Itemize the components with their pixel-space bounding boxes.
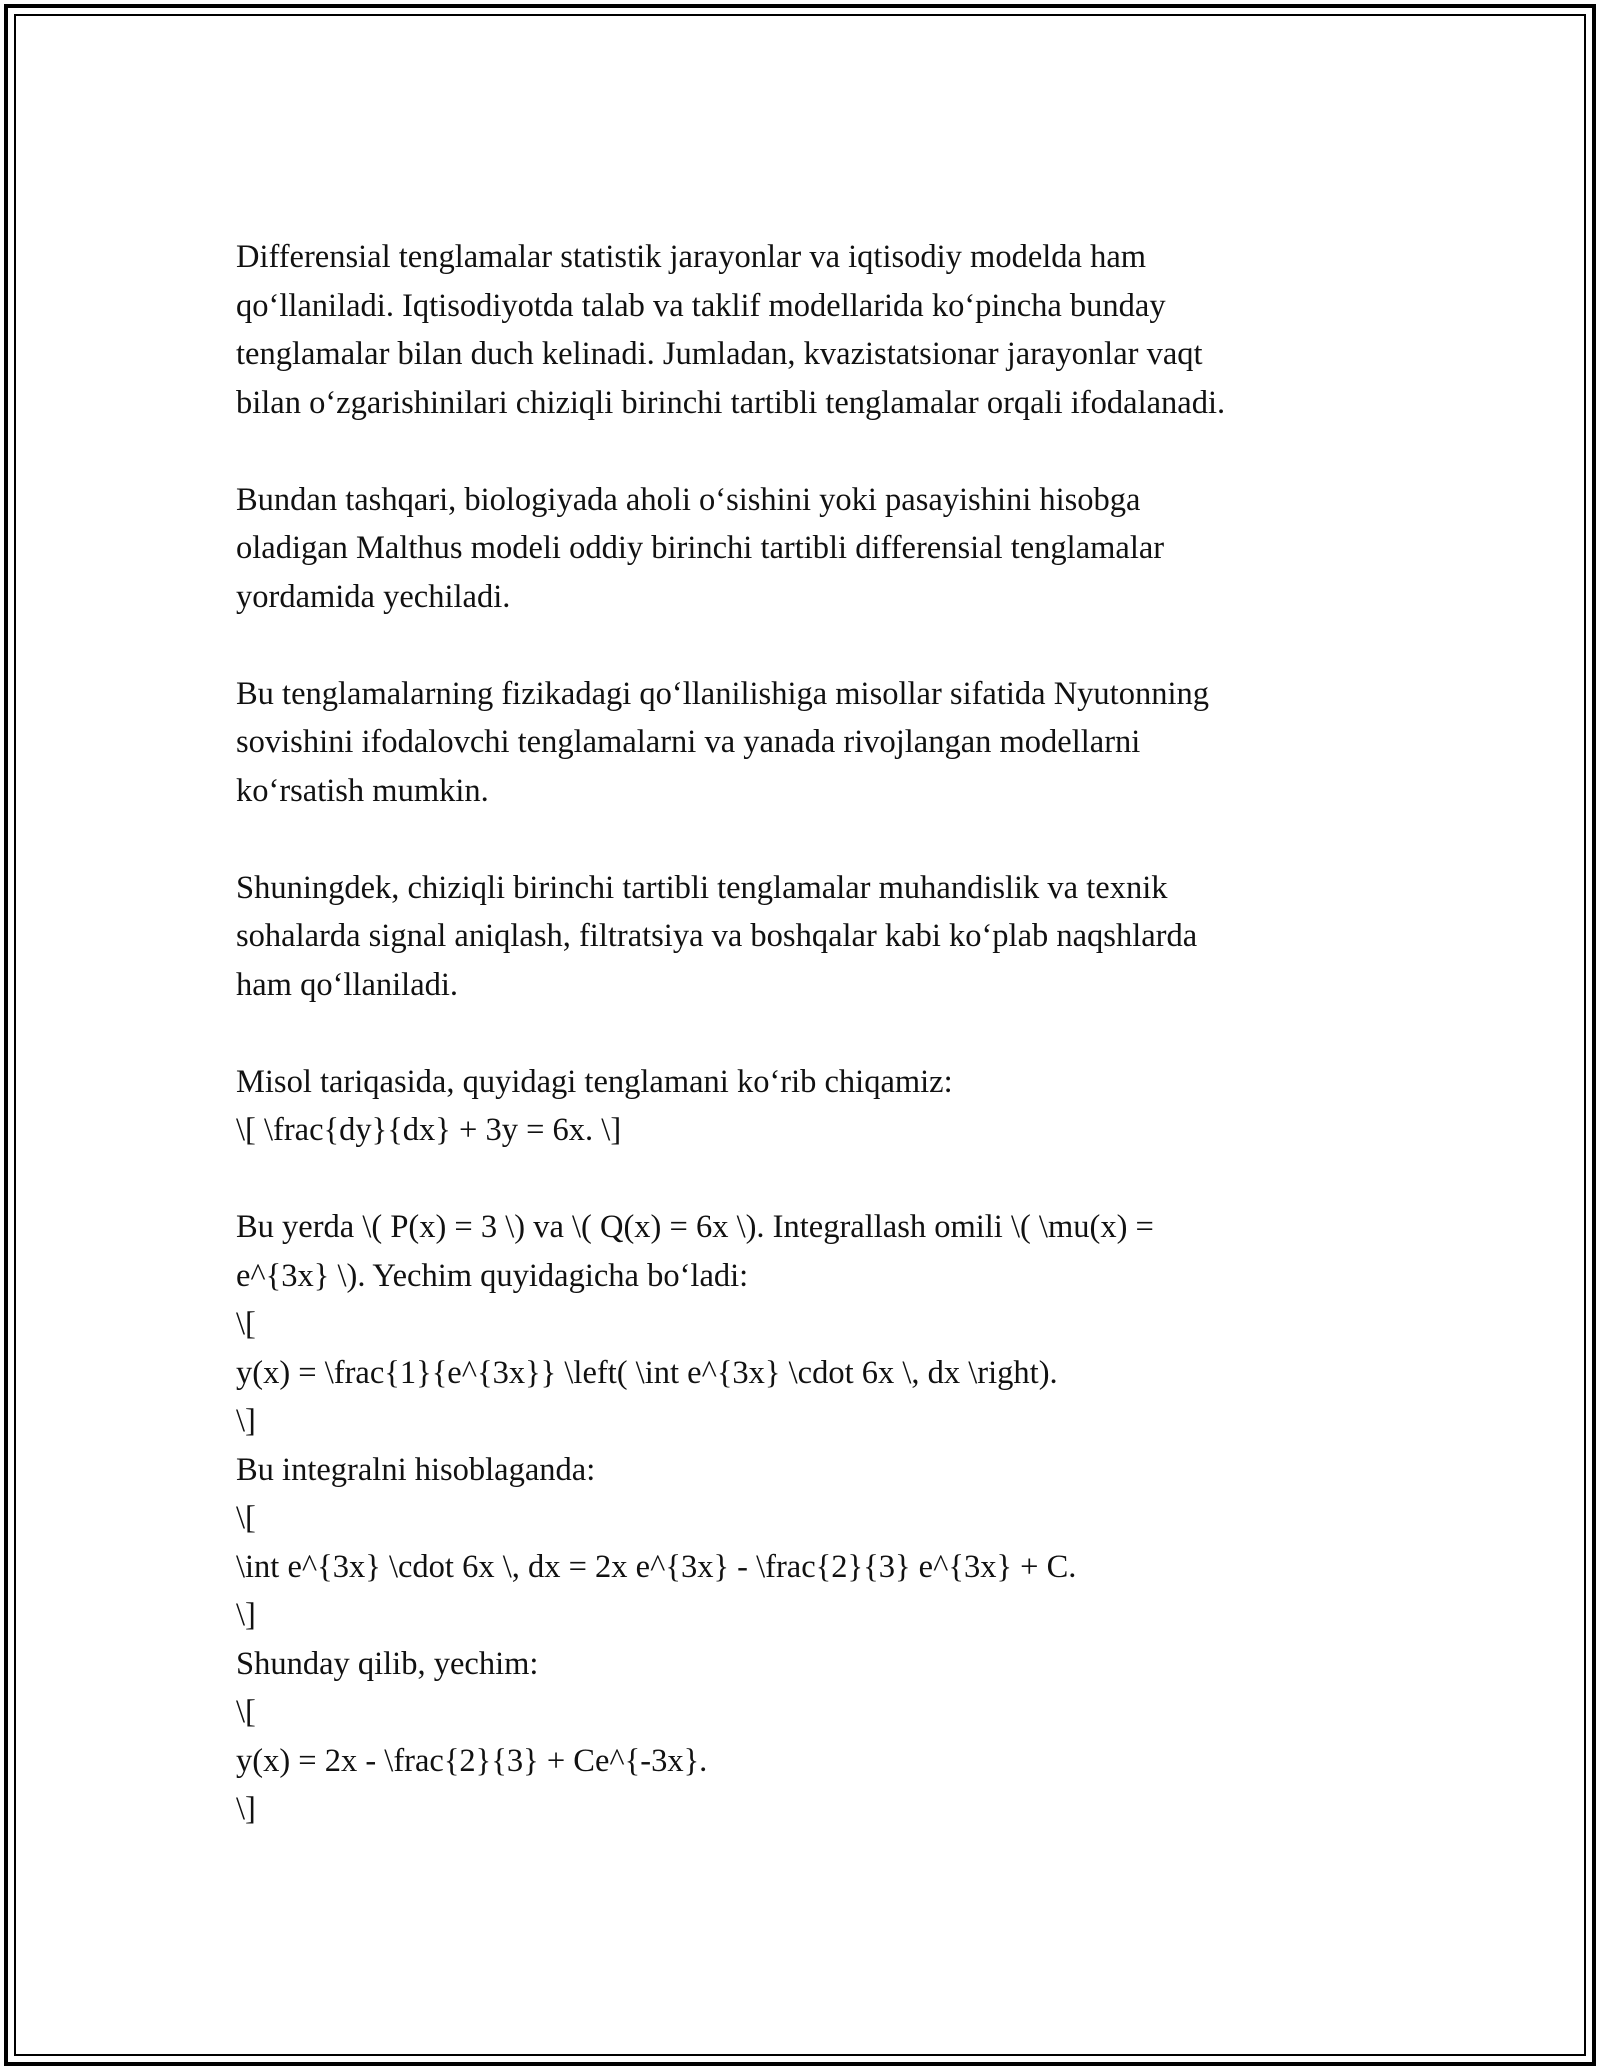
text-line: tenglamalar bilan duch kelinadi. Jumladan, kvazistatsionar jarayonlar vaqt bbox=[236, 336, 1203, 372]
paragraph-example bbox=[236, 1058, 1386, 1155]
text-line: ko‘rsatish mumkin. bbox=[236, 772, 489, 809]
equation-line: y(x) = \frac{1}{e^{3x}} \left( \int e^{3x} \cdot 6x \, dx \right). bbox=[236, 1354, 1058, 1391]
equation-line: \] bbox=[236, 1791, 256, 1827]
equation-line: y(x) = 2x - \frac{2}{3} + Ce^{-3x}. bbox=[236, 1742, 708, 1779]
paragraph-engineering bbox=[236, 864, 1386, 1010]
equation-line: \[ bbox=[236, 1306, 256, 1342]
paragraph-biology bbox=[236, 476, 1386, 622]
equation-line: \] bbox=[236, 1597, 256, 1633]
text-line: Shuningdek, chiziqli birinchi tartibli tenglamalar muhandislik va texnik bbox=[236, 869, 1168, 906]
equation-line: \[ \frac{dy}{dx} + 3y = 6x. \] bbox=[236, 1112, 622, 1148]
text-line: Bu tenglamalarning fizikadagi qo‘llanilishiga misollar sifatida Nyutonning bbox=[236, 675, 1209, 712]
text-line: sovishini ifodalovchi tenglamalarni va yanada rivojlangan modellarni bbox=[236, 724, 1141, 760]
text-line: yordamida yechiladi. bbox=[236, 578, 511, 615]
text-line: Shunday qilib, yechim: bbox=[236, 1645, 539, 1682]
equation-line: \[ bbox=[236, 1694, 256, 1730]
text-line: qo‘llaniladi. Iqtisodiyotda talab va taklif modellarida ko‘pincha bunday bbox=[236, 287, 1166, 324]
text-line: Misol tariqasida, quyidagi tenglamani ko‘rib chiqamiz: bbox=[236, 1063, 953, 1100]
text-line: sohalarda signal aniqlash, filtratsiya va boshqalar kabi ko‘plab naqshlarda bbox=[236, 918, 1198, 954]
text-line: oladigan Malthus modeli oddiy birinchi tartibli differensial tenglamalar bbox=[236, 530, 1165, 566]
text-line: Differensial tenglamalar statistik jarayonlar va iqtisodiy modelda ham bbox=[236, 239, 1147, 275]
text-line: Bu yerda \( P(x) = 3 \) va \( Q(x) = 6x \). Integrallash omili \( \mu(x) = bbox=[236, 1209, 1154, 1245]
text-line: ham qo‘llaniladi. bbox=[236, 966, 459, 1003]
document-body bbox=[236, 233, 1386, 1882]
paragraph-economics bbox=[236, 233, 1386, 427]
equation-line: \] bbox=[236, 1403, 256, 1439]
paragraph-physics bbox=[236, 670, 1386, 816]
equation-line: \int e^{3x} \cdot 6x \, dx = 2x e^{3x} - \frac{2}{3} e^{3x} + C. bbox=[236, 1548, 1077, 1585]
text-line: Bundan tashqari, biologiyada aholi o‘sishini yoki pasayishini hisobga bbox=[236, 481, 1141, 518]
text-line: bilan o‘zgarishinilari chiziqli birinchi tartibli tenglamalar orqali ifodalanadi. bbox=[236, 384, 1226, 421]
text-line: e^{3x} \). Yechim quyidagicha bo‘ladi: bbox=[236, 1257, 749, 1294]
equation-line: \[ bbox=[236, 1500, 256, 1536]
paragraph-solution bbox=[236, 1203, 1386, 1834]
text-line: Bu integralni hisoblaganda: bbox=[236, 1451, 596, 1488]
